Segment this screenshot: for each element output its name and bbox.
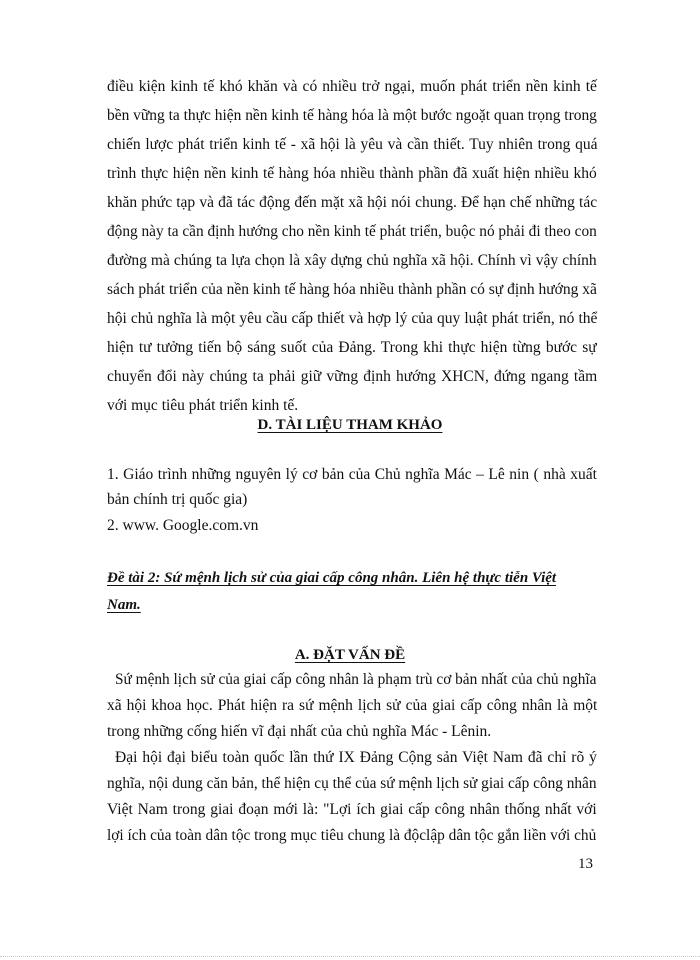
text-line: với mục tiêu phát triển kinh tế. xyxy=(107,397,299,414)
text-line: chuyển đổi này chúng ta phải giữ vững định hướng XHCN, đứng ngang tầm xyxy=(107,368,598,385)
text-line: đường mà chúng ta lựa chọn là xây dựng chủ nghĩa xã hội. Chính vì vậy chính xyxy=(107,252,597,269)
topic-title-line: Nam. xyxy=(107,597,141,613)
section-heading: A. ĐẶT VẤN ĐỀ xyxy=(294,647,406,663)
reference-item: bản chính trị quốc gia) xyxy=(107,491,248,508)
text-line: Đại hội đại biểu toàn quốc lần thứ IX Đảng Cộng sản Việt Nam đã chỉ rõ ý xyxy=(115,749,597,766)
text-line: điều kiện kinh tế khó khăn và có nhiều trở ngại, muốn phát triển nền kinh tế xyxy=(107,78,597,95)
text-line: chiến lược phát triển kinh tế - xã hội là yêu và cần thiết. Tuy nhiên trong quá xyxy=(107,136,598,153)
text-line: động này ta cần định hướng cho nền kinh tế phát triển, buộc nó phải đi theo con xyxy=(107,223,597,240)
reference-item: 1. Giáo trình những nguyên lý cơ bản của Chủ nghĩa Mác – Lê nin ( nhà xuất xyxy=(107,466,597,483)
page-number: 13 xyxy=(578,856,593,872)
text-line: hội chủ nghĩa là một yêu cầu cấp thiết và hợp lý của quy luật phát triển, nó thể xyxy=(107,310,598,327)
text-line: hiện tư tưởng tiến bộ sáng suốt của Đảng. Trong khi thực hiện từng bước sự xyxy=(107,339,597,356)
text-line: bền vững ta thực hiện nền kinh tế hàng hóa là một bước ngoặt quan trọng trong xyxy=(107,107,597,124)
text-line: lợi ích của toàn dân tộc trong mục tiêu chung là độclập dân tộc gắn liền với chủ xyxy=(107,827,597,844)
text-line: trình thực hiện nền kinh tế hàng hóa nhiều thành phần đã xuất hiện nhiều khó xyxy=(107,165,597,182)
text-line: Việt Nam trong giai đoạn mới là: "Lợi ích giai cấp công nhân thống nhất với xyxy=(107,801,597,818)
reference-item: 2. www. Google.com.vn xyxy=(107,517,259,534)
page-divider xyxy=(0,956,700,957)
topic-title-line: Đề tài 2: Sứ mệnh lịch sử của giai cấp công nhân. Liên hệ thực tiễn Việt xyxy=(107,570,557,586)
text-line: Sứ mệnh lịch sử của giai cấp công nhân là phạm trù cơ bản nhất của chủ nghĩa xyxy=(115,671,597,688)
references-heading: D. TÀI LIỆU THAM KHẢO xyxy=(257,417,443,433)
text-line: xã hội khoa học. Phát hiện ra sứ mệnh lịch sử của giai cấp công nhân là một xyxy=(107,697,598,714)
text-line: nghĩa, nội dung căn bản, thể hiện cụ thể của sứ mệnh lịch sử giai cấp công nhân xyxy=(107,775,597,792)
text-line: khăn phức tạp và đã tác động đến mặt xã hội nói chung. Để hạn chế những tác xyxy=(107,194,598,211)
text-line: trong những cống hiến vĩ đại nhất của chủ nghĩa Mác - Lênin. xyxy=(107,723,492,740)
text-line: sách phát triển của nền kinh tế hàng hóa nhiều thành phần có sự định hướng xã xyxy=(107,281,597,298)
